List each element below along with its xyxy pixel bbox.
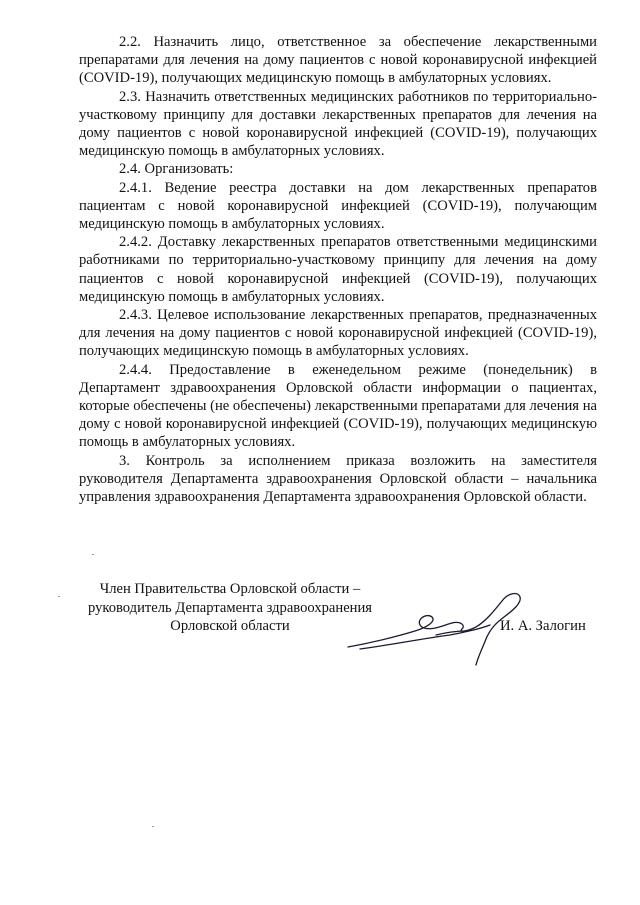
position-line: Орловской области [170,618,290,634]
position-line: Член Правительства Орловской области – [99,581,361,597]
scan-speck [92,554,94,555]
scan-speck [58,596,60,597]
paragraph-2-4-3: 2.4.3. Целевое использование лекарственных препаратов, предназначенных для лечения на дому пациентов с новой коронавирусной инфекцией (COVID-19), получающих медицинскую помощь в амбулаторных условиях. [79,307,597,360]
paragraph-2-3: 2.3. Назначить ответственных медицинских работников по территориально-участковому принципу для доставки лекарственных препаратов для лечения на дому пациентов с новой коронавирусной инфекцией (COVID-19), получающих медицинскую помощь в амбулаторных условиях. [79,88,597,160]
document-body [79,33,597,506]
paragraph-3: 3. Контроль за исполнением приказа возложить на заместителя руководителя Департамента здравоохранения Орловской области – начальника управления здравоохранения Департамента здравоохранения Орловской области. [79,452,597,506]
paragraph-2-4-4: 2.4.4. Предоставление в еженедельном режиме (понедельник) в Департамент здравоохранения Орловской области информации о пациентах, которые обеспечены (не обеспечены) лекарственными препаратами для лечения на дому с новой коронавирусной инфекцией (COVID-19), получающих медицинскую помощь в амбулаторных условиях. [79,361,597,451]
paragraph-2-4-2: 2.4.2. Доставку лекарственных препаратов ответственными медицинскими работниками по территориально-участковому принципу для лечения на дому пациентов с новой коронавирусной инфекцией (COVID-19), получающих медицинскую помощь в амбулаторных условиях. [79,234,597,305]
paragraph-2-4-1: 2.4.1. Ведение реестра доставки на дом лекарственных препаратов пациентам с новой коронавирусной инфекцией (COVID-19), получающим медицинскую помощь в амбулаторных условиях. [79,179,597,233]
scan-speck [152,826,154,827]
signatory-position [80,580,380,636]
signatory-name: И. А. Залогин [500,618,586,634]
paragraph-2-2: 2.2. Назначить лицо, ответственное за обеспечение лекарственными препаратами для лечения на дому пациентов с новой коронавирусной инфекцией (COVID-19), получающих медицинскую помощь в амбулаторных условиях. [79,34,597,87]
paragraph-2-4: 2.4. Организовать: [119,161,234,178]
position-line: руководитель Департамента здравоохранения [87,599,373,616]
